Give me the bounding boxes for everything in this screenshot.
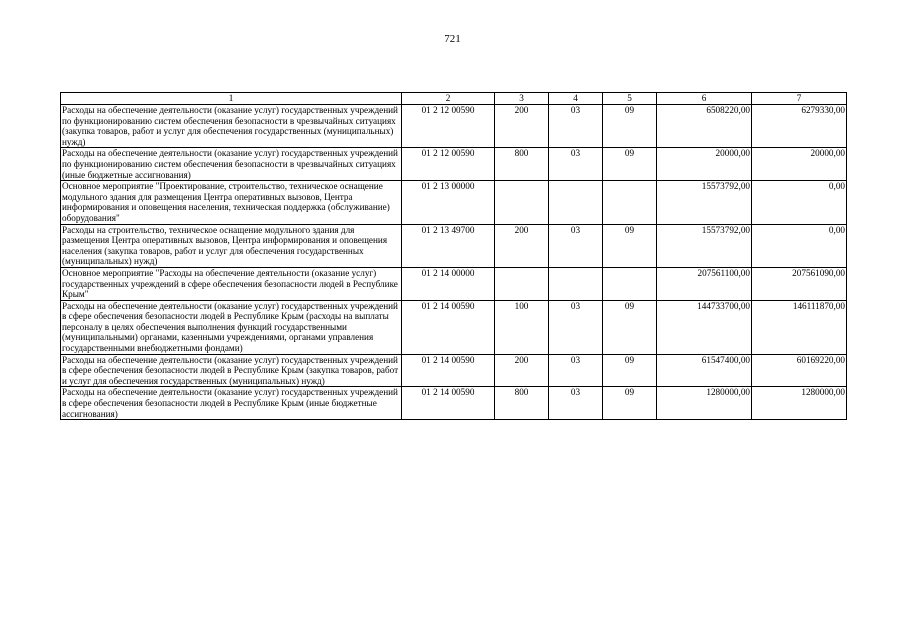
row-col3: 200: [495, 105, 549, 148]
row-amount-col7: 20000,00: [752, 148, 847, 181]
row-col4: 03: [549, 300, 603, 354]
table-row: [61, 105, 847, 148]
row-amount-col7: 207561090,00: [752, 267, 847, 300]
row-amount-col6: 207561100,00: [657, 267, 752, 300]
header-cell-6: 6: [657, 93, 752, 105]
row-col5: 09: [603, 148, 657, 181]
row-col5: 09: [603, 387, 657, 420]
row-description: Расходы на обеспечение деятельности (оказание услуг) государственных учреждений по функционированию систем обеспечения безопасности в чрезвычайных ситуациях (иные бюджетные ассигнования): [61, 148, 402, 181]
row-col5: 09: [603, 224, 657, 267]
row-col5: 09: [603, 354, 657, 387]
table-row: [61, 224, 847, 267]
table-row: [61, 267, 847, 300]
row-description: Расходы на строительство, техническое оснащение модульного здания для размещения Центра оперативных вызовов, Центра информирования и оповещения населения (закупка товаров, работ и услуг для обеспечения государственных (муниципальных) нужд): [61, 224, 402, 267]
row-col3: [495, 267, 549, 300]
header-cell-7: 7: [752, 93, 847, 105]
row-code: 01 2 12 00590: [402, 148, 495, 181]
table-row: [61, 148, 847, 181]
row-col4: 03: [549, 354, 603, 387]
row-description: Расходы на обеспечение деятельности (оказание услуг) государственных учреждений в сфере обеспечения безопасности людей в Республике Крым (закупка товаров, работ и услуг для обеспечения государственных (муниципальных) нужд): [61, 354, 402, 387]
row-col4: [549, 181, 603, 224]
header-cell-4: 4: [549, 93, 603, 105]
row-col3: 200: [495, 354, 549, 387]
row-col3: 200: [495, 224, 549, 267]
budget-table: [60, 92, 847, 420]
row-description: Расходы на обеспечение деятельности (оказание услуг) государственных учреждений в сфере обеспечения безопасности людей в Республике Крым (расходы на выплаты персоналу в целях обеспечения выполнения функций государственными (муниципальными) органами, казенными учреждениями, органами управления государственными внебюджетными фондами): [61, 300, 402, 354]
row-col4: 03: [549, 148, 603, 181]
header-cell-2: 2: [402, 93, 495, 105]
row-code: 01 2 14 00590: [402, 387, 495, 420]
table-row: [61, 300, 847, 354]
row-code: 01 2 14 00000: [402, 267, 495, 300]
row-description: Расходы на обеспечение деятельности (оказание услуг) государственных учреждений в сфере обеспечения безопасности людей в Республике Крым (иные бюджетные ассигнования): [61, 387, 402, 420]
row-amount-col7: 146111870,00: [752, 300, 847, 354]
row-col4: 03: [549, 105, 603, 148]
row-code: 01 2 13 49700: [402, 224, 495, 267]
row-col3: [495, 181, 549, 224]
row-col5: 09: [603, 105, 657, 148]
row-col5: [603, 267, 657, 300]
row-description: Основное мероприятие "Проектирование, строительство, техническое оснащение модульного здания для размещения Центра оперативных вызовов, Центра информирования и оповещения населения, техническая поддержка (обслуживание) оборудования": [61, 181, 402, 224]
header-row: [61, 93, 847, 105]
row-col3: 100: [495, 300, 549, 354]
row-description: Основное мероприятие "Расходы на обеспечение деятельности (оказание услуг) государственных учреждений в сфере обеспечения безопасности людей в Республике Крым": [61, 267, 402, 300]
row-amount-col6: 15573792,00: [657, 181, 752, 224]
row-code: 01 2 12 00590: [402, 105, 495, 148]
row-col3: 800: [495, 387, 549, 420]
row-code: 01 2 14 00590: [402, 300, 495, 354]
row-amount-col6: 1280000,00: [657, 387, 752, 420]
row-col5: [603, 181, 657, 224]
row-code: 01 2 13 00000: [402, 181, 495, 224]
page-number: 721: [444, 33, 461, 45]
header-cell-3: 3: [495, 93, 549, 105]
row-amount-col6: 15573792,00: [657, 224, 752, 267]
row-amount-col6: 144733700,00: [657, 300, 752, 354]
row-col4: 03: [549, 387, 603, 420]
row-description: Расходы на обеспечение деятельности (оказание услуг) государственных учреждений по функционированию систем обеспечения безопасности в чрезвычайных ситуациях (закупка товаров, работ и услуг для обеспечения государственных (муниципальных) нужд): [61, 105, 402, 148]
row-col3: 800: [495, 148, 549, 181]
row-amount-col7: 60169220,00: [752, 354, 847, 387]
header-cell-1: 1: [61, 93, 402, 105]
row-amount-col6: 61547400,00: [657, 354, 752, 387]
row-amount-col7: 6279330,00: [752, 105, 847, 148]
row-col4: [549, 267, 603, 300]
row-amount-col7: 0,00: [752, 181, 847, 224]
row-amount-col7: 0,00: [752, 224, 847, 267]
table-row: [61, 354, 847, 387]
row-amount-col6: 6508220,00: [657, 105, 752, 148]
row-amount-col6: 20000,00: [657, 148, 752, 181]
row-col4: 03: [549, 224, 603, 267]
table-row: [61, 181, 847, 224]
header-cell-5: 5: [603, 93, 657, 105]
row-code: 01 2 14 00590: [402, 354, 495, 387]
row-col5: 09: [603, 300, 657, 354]
table-row: [61, 387, 847, 420]
row-amount-col7: 1280000,00: [752, 387, 847, 420]
